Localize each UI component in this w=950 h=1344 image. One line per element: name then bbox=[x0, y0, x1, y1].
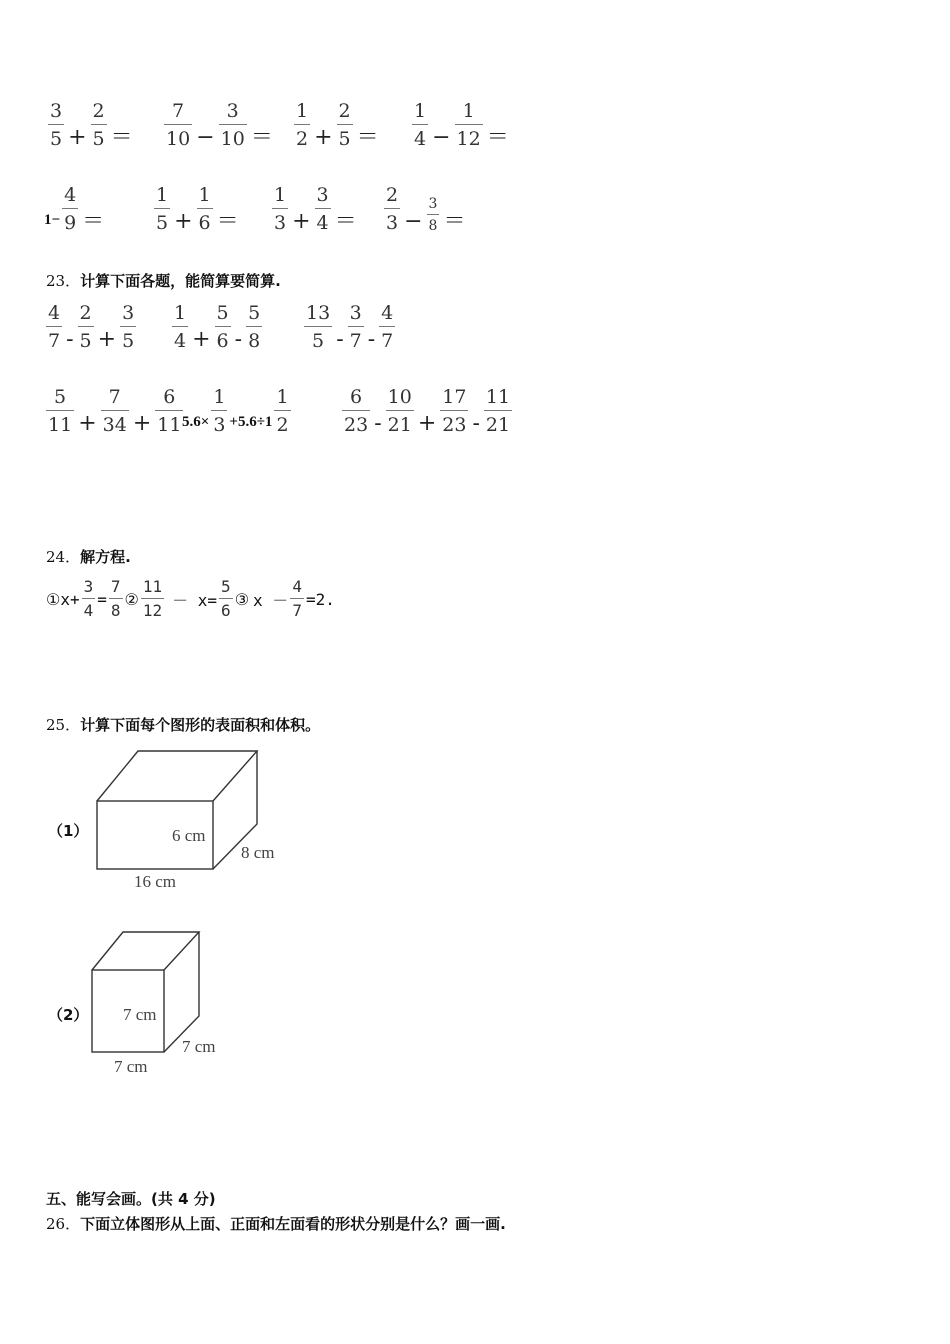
equation-rhs: =2. bbox=[305, 589, 335, 609]
fraction: $\frac{11}{21}$ bbox=[485, 386, 511, 436]
cube-top-face bbox=[92, 932, 199, 970]
fraction: $\frac{1}{4}$ bbox=[414, 100, 427, 150]
fraction: $\frac{6}{23}$ bbox=[344, 386, 369, 436]
figure-1-label: （1） bbox=[48, 822, 89, 840]
calc-row2-item1 bbox=[44, 184, 106, 234]
fraction: $\frac{1}{3}$ bbox=[274, 184, 287, 234]
circle-3-marker: ③ bbox=[234, 589, 250, 609]
calc-row2-item4 bbox=[382, 184, 467, 234]
equation-term: － x= bbox=[172, 590, 218, 610]
fraction: $\frac{4}{7}$ bbox=[381, 302, 394, 352]
operator: - bbox=[336, 327, 344, 352]
q23-expr-6 bbox=[340, 386, 514, 436]
calc-row1-item1 bbox=[46, 100, 135, 150]
calc-row2-item2 bbox=[152, 184, 241, 234]
question-number: 25． bbox=[46, 716, 81, 734]
multiplier: 5.6× bbox=[182, 414, 210, 430]
question-25-heading bbox=[46, 714, 320, 735]
fraction: $\frac{3}{5}$ bbox=[122, 302, 135, 352]
fraction: $\frac{4}{7}$ bbox=[48, 302, 61, 352]
operator: + bbox=[132, 411, 152, 436]
whole-minus: 1− bbox=[44, 212, 61, 228]
circle-2-marker: ② bbox=[124, 589, 139, 609]
operator: - bbox=[234, 327, 243, 352]
question-title: 计算下面每个图形的表面积和体积。 bbox=[80, 716, 321, 734]
equals-sign: ＝ bbox=[443, 209, 466, 234]
cuboid-figure bbox=[90, 746, 290, 892]
fraction: $\frac{3}{4}$ bbox=[316, 184, 329, 234]
fraction: $\frac{4}{9}$ bbox=[64, 184, 77, 234]
equals-sign: ＝ bbox=[356, 125, 379, 150]
question-title: 解方程. bbox=[80, 548, 131, 566]
fraction: $\frac{2}{5}$ bbox=[338, 100, 351, 150]
operator: + bbox=[314, 125, 333, 150]
length-label: 7 cm bbox=[114, 1057, 148, 1076]
question-26-heading bbox=[46, 1213, 506, 1234]
operator: + bbox=[292, 209, 311, 234]
depth-label: 8 cm bbox=[241, 843, 275, 862]
fraction: $\frac{7}{34}$ bbox=[102, 386, 127, 436]
mixed-operator: +5.6÷1 bbox=[229, 414, 273, 430]
question-title: 计算下面各题，能简算要简算. bbox=[80, 272, 281, 290]
question-24-heading bbox=[46, 546, 131, 567]
fraction: $\frac{1}{12}$ bbox=[456, 100, 481, 150]
fraction: $\frac{3}{5}$ bbox=[50, 100, 63, 150]
fraction: $\frac{3}{10}$ bbox=[220, 100, 245, 150]
operator: - bbox=[374, 411, 382, 436]
operator: − bbox=[432, 125, 451, 150]
operator: − bbox=[404, 209, 423, 234]
fraction: $\frac{13}{5}$ bbox=[306, 302, 331, 352]
equals-sign: ＝ bbox=[334, 209, 357, 234]
equals-sign: ＝ bbox=[486, 125, 509, 150]
equals-sign: ＝ bbox=[110, 125, 133, 150]
question-number: 26． bbox=[46, 1215, 81, 1233]
calc-row1-item2 bbox=[162, 100, 275, 150]
q23-expr-2 bbox=[170, 302, 264, 352]
fraction: $\frac{2}{3}$ bbox=[386, 184, 399, 234]
equals-sign: ＝ bbox=[82, 209, 105, 234]
cuboid-top-face bbox=[97, 751, 257, 801]
section-5-title: 五、能写会画。(共 4 分) bbox=[46, 1190, 216, 1208]
length-label: 16 cm bbox=[134, 872, 177, 891]
height-label: 6 cm bbox=[172, 826, 206, 845]
fraction: $\frac{7}{10}$ bbox=[166, 100, 191, 150]
operator: + bbox=[68, 125, 87, 150]
question-23-heading bbox=[46, 270, 281, 291]
q23-expr-5 bbox=[182, 386, 293, 436]
operator: - bbox=[367, 327, 376, 352]
fraction: $\frac{1}{3}$ bbox=[213, 386, 226, 436]
calc-row1-item4 bbox=[410, 100, 511, 150]
question-number: 23． bbox=[46, 272, 81, 290]
fraction: $\frac{11}{12}$ bbox=[142, 577, 163, 620]
operator: - bbox=[472, 411, 480, 436]
question-title: 下面立体图形从上面、正面和左面看的形状分别是什么？画一画. bbox=[80, 1215, 506, 1233]
fraction: $\frac{5}{8}$ bbox=[248, 302, 261, 352]
calc-row1-item3 bbox=[292, 100, 381, 150]
equation-term: x － bbox=[253, 590, 289, 610]
operator: - bbox=[66, 327, 74, 352]
operator: + bbox=[97, 327, 117, 352]
operator: + bbox=[78, 411, 97, 436]
fraction: $\frac{5}{11}$ bbox=[48, 386, 73, 436]
equations-line bbox=[46, 578, 335, 620]
fraction: $\frac{6}{11}$ bbox=[157, 386, 182, 436]
fraction: $\frac{3}{7}$ bbox=[349, 302, 362, 352]
fraction: $\frac{1}{2}$ bbox=[296, 100, 309, 150]
fraction: $\frac{1}{5}$ bbox=[156, 184, 169, 234]
q23-expr-3 bbox=[302, 302, 397, 352]
figure-2-label: （2） bbox=[48, 1006, 89, 1024]
equals-sign: ＝ bbox=[250, 125, 273, 150]
fraction: $\frac{1}{4}$ bbox=[174, 302, 187, 352]
operator: + bbox=[192, 327, 211, 352]
fraction: $\frac{17}{23}$ bbox=[442, 386, 467, 436]
fraction: $\frac{1}{2}$ bbox=[276, 386, 289, 436]
fraction: $\frac{5}{6}$ bbox=[216, 302, 229, 352]
circle-1-marker: ① bbox=[46, 589, 61, 609]
calc-row2-item3 bbox=[270, 184, 359, 234]
fraction: $\frac{2}{5}$ bbox=[92, 100, 105, 150]
operator: + bbox=[174, 209, 193, 234]
equals-sign: ＝ bbox=[216, 209, 239, 234]
fraction: $\frac{3}{4}$ bbox=[83, 577, 94, 620]
fraction: $\frac{10}{21}$ bbox=[387, 386, 412, 436]
height-label: 7 cm bbox=[123, 1005, 157, 1024]
fraction: $\frac{4}{7}$ bbox=[292, 577, 302, 620]
fraction: $\frac{3}{8}$ bbox=[428, 196, 438, 234]
operator: + bbox=[417, 411, 437, 436]
operator: − bbox=[196, 125, 215, 150]
q23-expr-1 bbox=[44, 302, 138, 352]
cube-figure bbox=[86, 928, 236, 1078]
question-number: 24． bbox=[46, 548, 81, 566]
equals-sign: = bbox=[97, 589, 107, 609]
fraction: $\frac{5}{6}$ bbox=[221, 577, 231, 620]
q23-expr-4 bbox=[44, 386, 185, 436]
fraction: $\frac{2}{5}$ bbox=[79, 302, 92, 352]
depth-label: 7 cm bbox=[182, 1037, 216, 1056]
fraction: $\frac{1}{6}$ bbox=[198, 184, 211, 234]
fraction: $\frac{7}{8}$ bbox=[110, 577, 121, 620]
equation-term: x+ bbox=[60, 589, 80, 609]
